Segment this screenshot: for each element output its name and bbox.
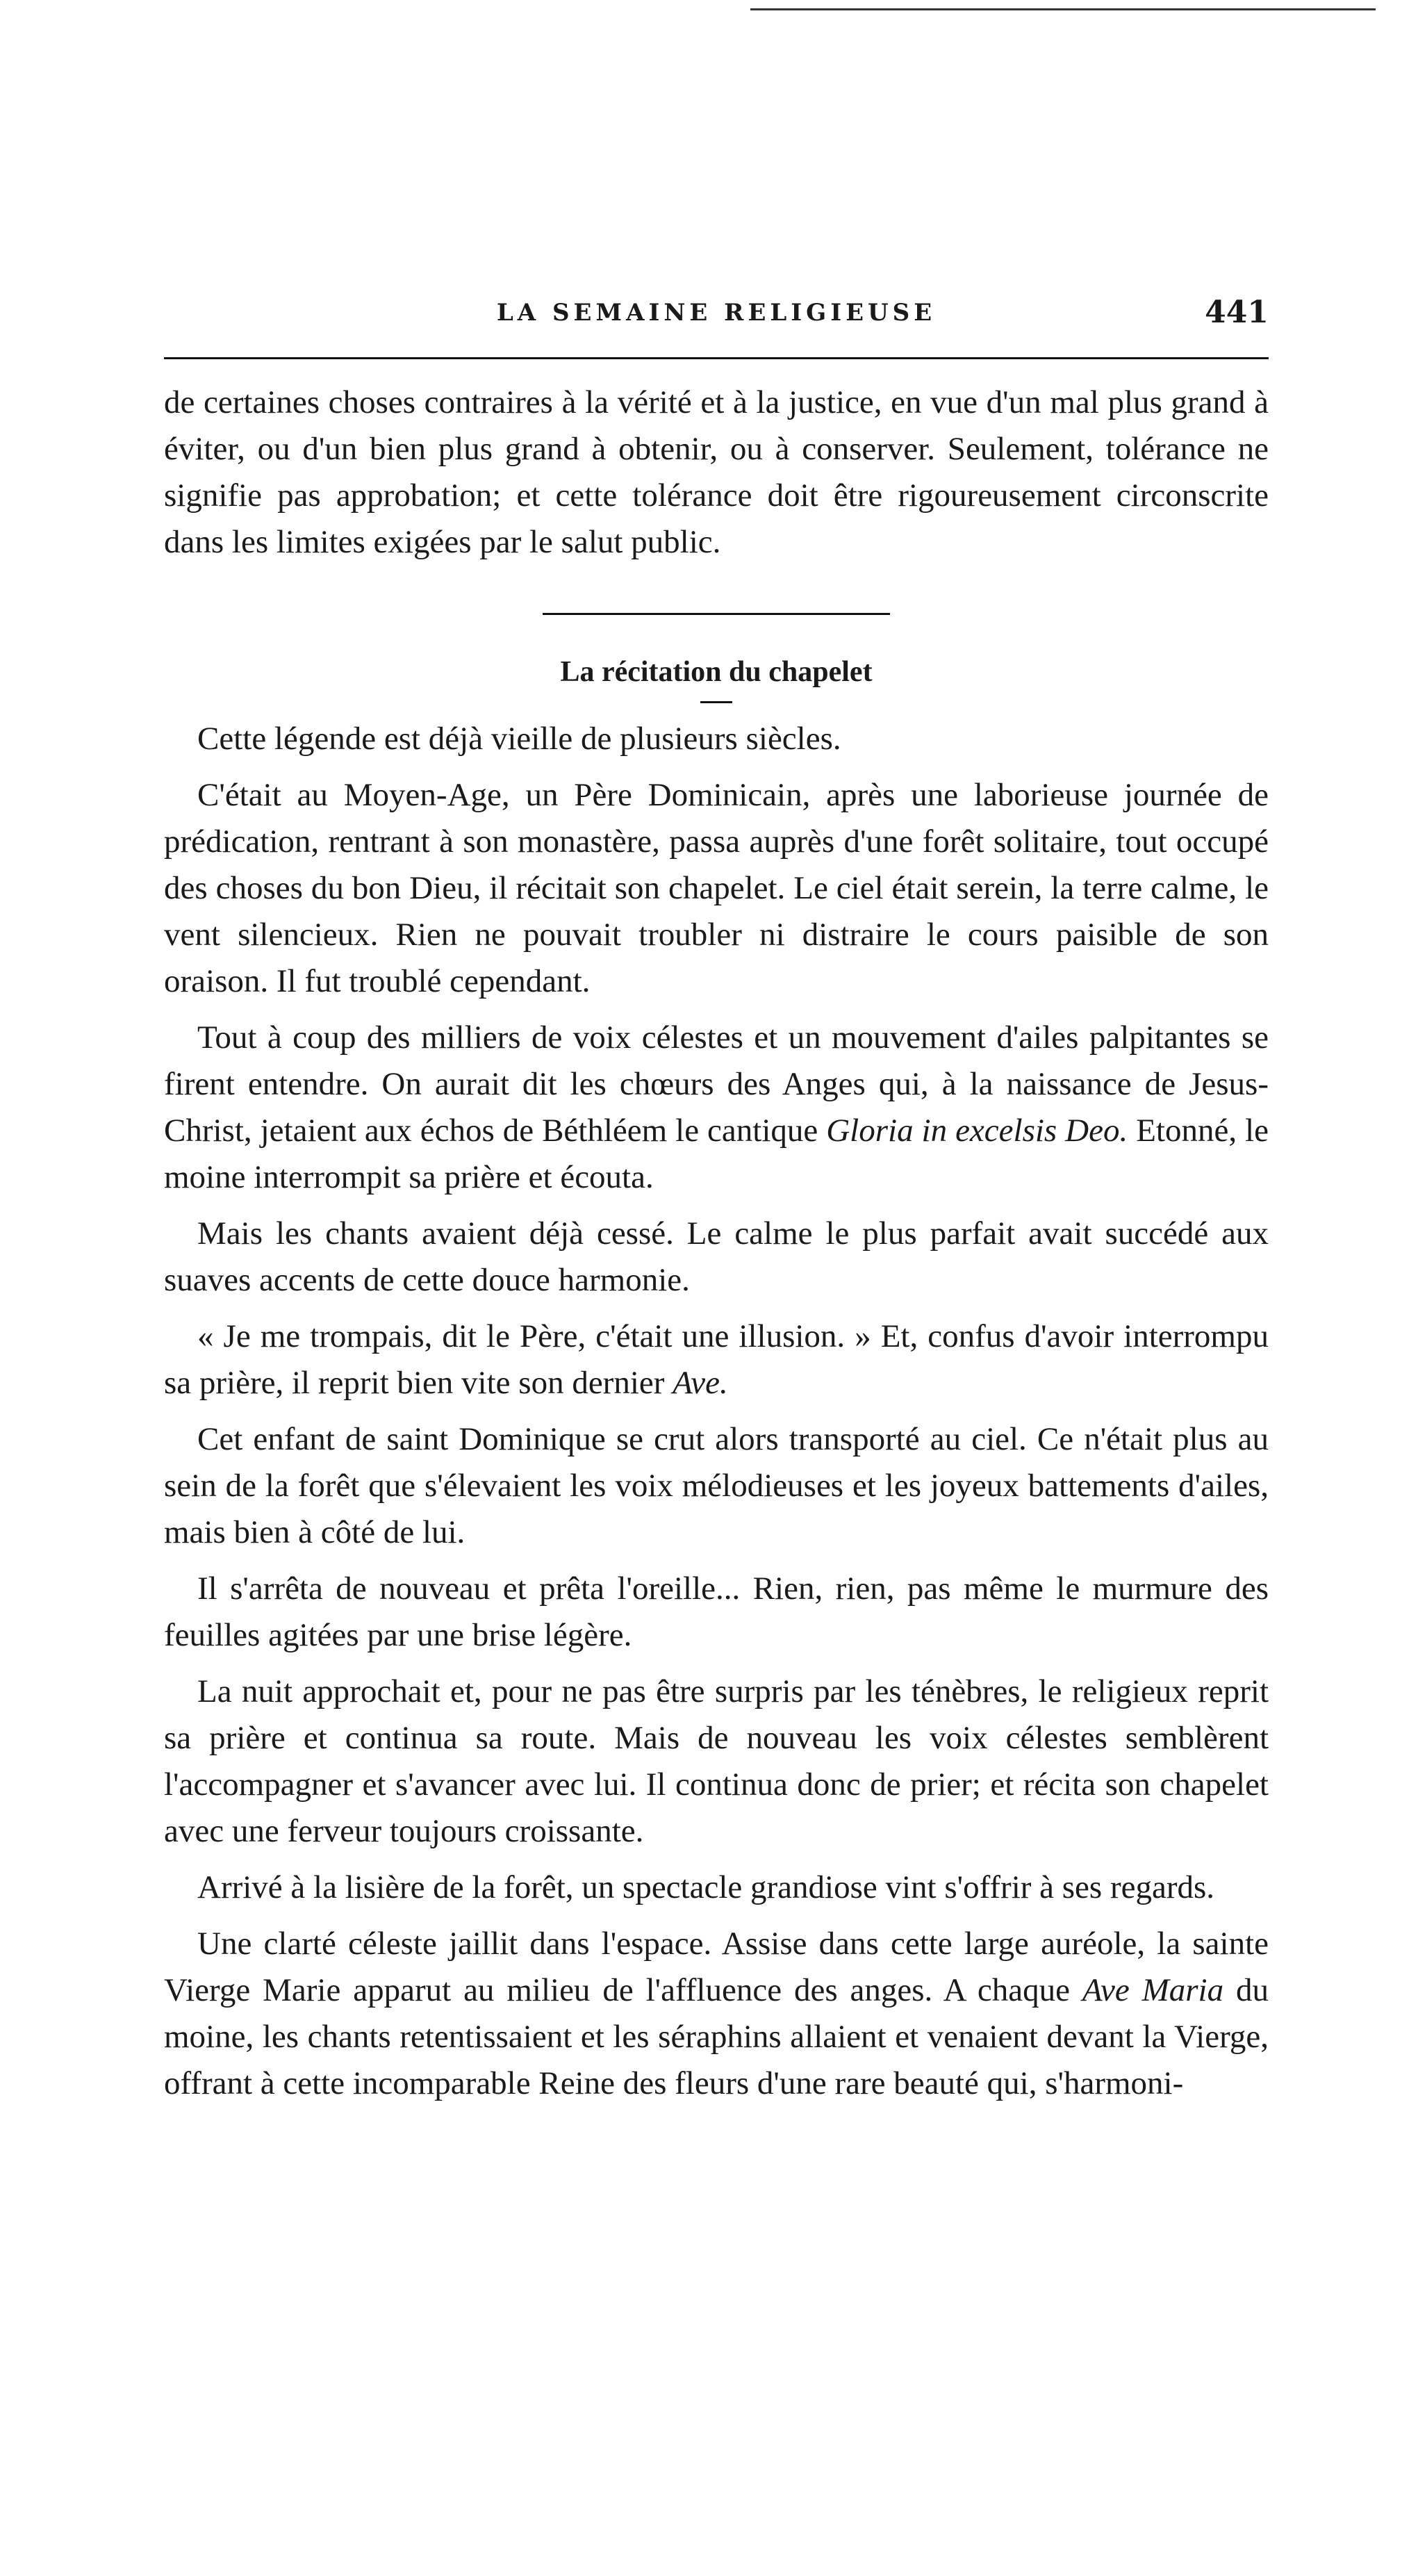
paragraph-transported: Cet enfant de saint Dominique se crut alors transporté au ciel. Ce n'était plus au sein de la forêt que s'élevaient les voix mélodieuses et les joyeux battements d'ailes, mais bien à côté de lui. xyxy=(164,1421,1269,1550)
top-edge-rule xyxy=(750,8,1376,10)
running-title: LA SEMAINE RELIGIEUSE xyxy=(496,299,937,327)
page-header xyxy=(164,278,1269,361)
continued-paragraph: de certaines choses contraires à la vérité et à la justice, en vue d'un mal plus grand à éviter, ou d'un bien plus grand à obtenir, ou à conserver. Seulement, tolérance ne signifie pas approbation; et cette tolérance doit être rigoureusement circonscrite dans les limites exigées par le salut public. xyxy=(164,384,1269,560)
paragraph-vision-end: du moine, les chants retentissaient et les séraphins allaient et venaient devant la Vierge, offrant à cette incomparable Reine des fleurs d'une rare beauté qui, s'harmoni- xyxy=(164,1972,1269,2101)
section-separator xyxy=(543,613,890,615)
header-rule xyxy=(164,357,1269,359)
paragraph-arrival: Arrivé à la lisière de la forêt, un spectacle grandiose vint s'offrir à ses regards. xyxy=(197,1869,1215,1905)
latin-canticle: Gloria in excelsis Deo. xyxy=(826,1113,1128,1149)
paragraph-angels xyxy=(164,1015,1269,1201)
section-title: La récitation du chapelet xyxy=(560,656,873,688)
paragraph-angels-text: Tout à coup des milliers de voix célestes et un mouvement d'ailes palpitantes se firent entendre. On aurait dit les chœurs des Anges qui, à la naissance de Jesus-Christ, jetaient aux échos de Béthléem le cantique xyxy=(164,1019,1269,1149)
page-body xyxy=(164,379,1269,2107)
title-dash xyxy=(700,701,732,703)
ave-maria-phrase: Ave Maria xyxy=(1082,1972,1224,2008)
paragraph-vision-text: Une clarté céleste jaillit dans l'espace. Assise dans cette large auréole, la sainte Vierge Marie apparut au milieu de l'affluence des anges. A chaque xyxy=(164,1926,1269,2008)
paragraph-legend: Cette légende est déjà vieille de plusieurs siècles. xyxy=(197,721,841,757)
paragraph-vision xyxy=(164,1921,1269,2107)
page-number: 441 xyxy=(1205,295,1269,330)
ave-word: Ave. xyxy=(673,1365,728,1401)
paragraph-dominican: C'était au Moyen-Age, un Père Dominicain, après une laborieuse journée de prédication, rentrant à son monastère, passa auprès d'une forêt solitaire, tout occupé des choses du bon Dieu, il récitait son chapelet. Le ciel était serein, la terre calme, le vent silencieux. Rien ne pouvait troubler ni distraire le cours paisible de son oraison. Il fut troublé cependant. xyxy=(164,777,1269,999)
page xyxy=(164,278,1269,2117)
paragraph-illusion xyxy=(164,1313,1269,1406)
paragraph-listening: Il s'arrêta de nouveau et prêta l'oreille... Rien, rien, pas même le murmure des feuilles agitées par une brise légère. xyxy=(164,1570,1269,1653)
paragraph-night: La nuit approchait et, pour ne pas être surpris par les ténèbres, le religieux reprit sa prière et continua sa route. Mais de nouveau les voix célestes semblèrent l'accompagner et s'avancer avec lui. Il continua donc de prier; et récita son chapelet avec une ferveur toujours croissante. xyxy=(164,1673,1269,1849)
paragraph-silence: Mais les chants avaient déjà cessé. Le calme le plus parfait avait succédé aux suaves accents de cette douce harmonie. xyxy=(164,1215,1269,1298)
paragraph-illusion-text: « Je me trompais, dit le Père, c'était une illusion. » Et, confus d'avoir interrompu sa prière, il reprit bien vite son dernier xyxy=(164,1318,1269,1401)
paragraph-angels-end: Etonné, le moine interrompit sa prière et écouta. xyxy=(164,1113,1269,1195)
